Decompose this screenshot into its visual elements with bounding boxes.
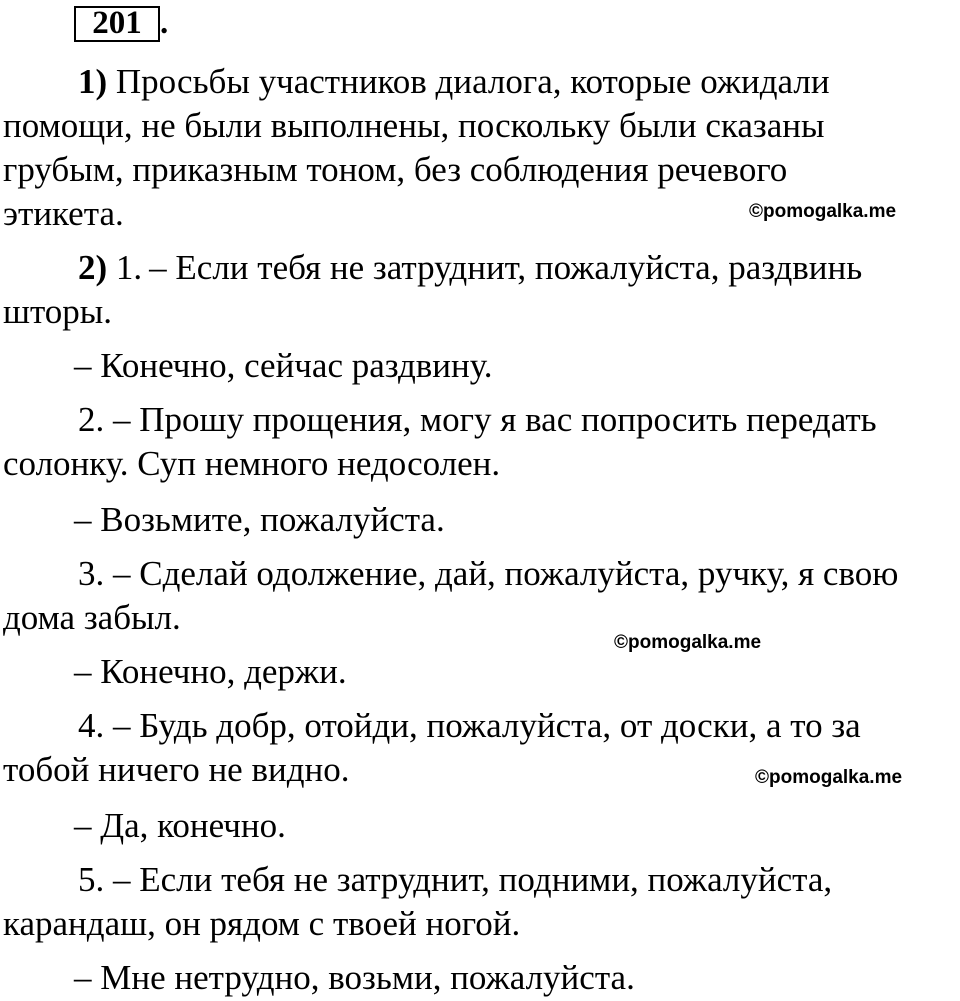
part1-line-1 xyxy=(78,62,830,102)
exercise-number-box xyxy=(74,6,160,42)
part2-label: 2) xyxy=(78,248,108,287)
dialogue-2-request-1: 2. – Прошу прощения, могу я вас попросить передать xyxy=(78,400,877,439)
dialogue-1-reply: – Конечно, сейчас раздвину. xyxy=(74,346,493,385)
part1-text-1: Просьбы участников диалога, которые ожидали xyxy=(115,62,830,101)
part1-line-4: этикета. xyxy=(3,194,124,233)
exercise-number-suffix: . xyxy=(160,5,169,41)
dialogue-4-reply: – Да, конечно. xyxy=(74,806,286,845)
dialogue-5-request-2: карандаш, он рядом с твоей ногой. xyxy=(3,904,521,943)
dialogue-4-request-1: 4. – Будь добр, отойди, пожалуйста, от доски, а то за xyxy=(78,706,861,745)
dialogue-2-reply: – Возьмите, пожалуйста. xyxy=(74,500,445,539)
watermark: ©pomogalka.me xyxy=(749,201,897,222)
dialogue-1-request-1: 1. – Если тебя не затруднит, пожалуйста, раздвинь xyxy=(115,248,863,287)
dialogue-1-request-2: шторы. xyxy=(3,292,113,331)
part1-line-3: грубым, приказным тоном, без соблюдения речевого xyxy=(3,150,788,189)
watermark: ©pomogalka.me xyxy=(614,632,762,653)
part1-label: 1) xyxy=(78,62,108,101)
dialogue-5-request-1: 5. – Если тебя не затруднит, подними, пожалуйста, xyxy=(78,860,833,899)
watermark: ©pomogalka.me xyxy=(755,767,903,788)
part1-line-2: помощи, не были выполнены, поскольку были сказаны xyxy=(3,106,825,145)
dialogue-3-request-1: 3. – Сделай одолжение, дай, пожалуйста, ручку, я свою xyxy=(78,554,899,593)
part2-line-1 xyxy=(78,248,862,288)
dialogue-3-reply: – Конечно, держи. xyxy=(74,652,347,691)
dialogue-3-request-2: дома забыл. xyxy=(3,598,181,637)
dialogue-2-request-2: солонку. Суп немного недосолен. xyxy=(3,444,501,483)
dialogue-4-request-2: тобой ничего не видно. xyxy=(3,750,350,789)
dialogue-5-reply: – Мне нетрудно, возьми, пожалуйста. xyxy=(74,958,635,997)
exercise-number: 201 xyxy=(92,5,142,41)
